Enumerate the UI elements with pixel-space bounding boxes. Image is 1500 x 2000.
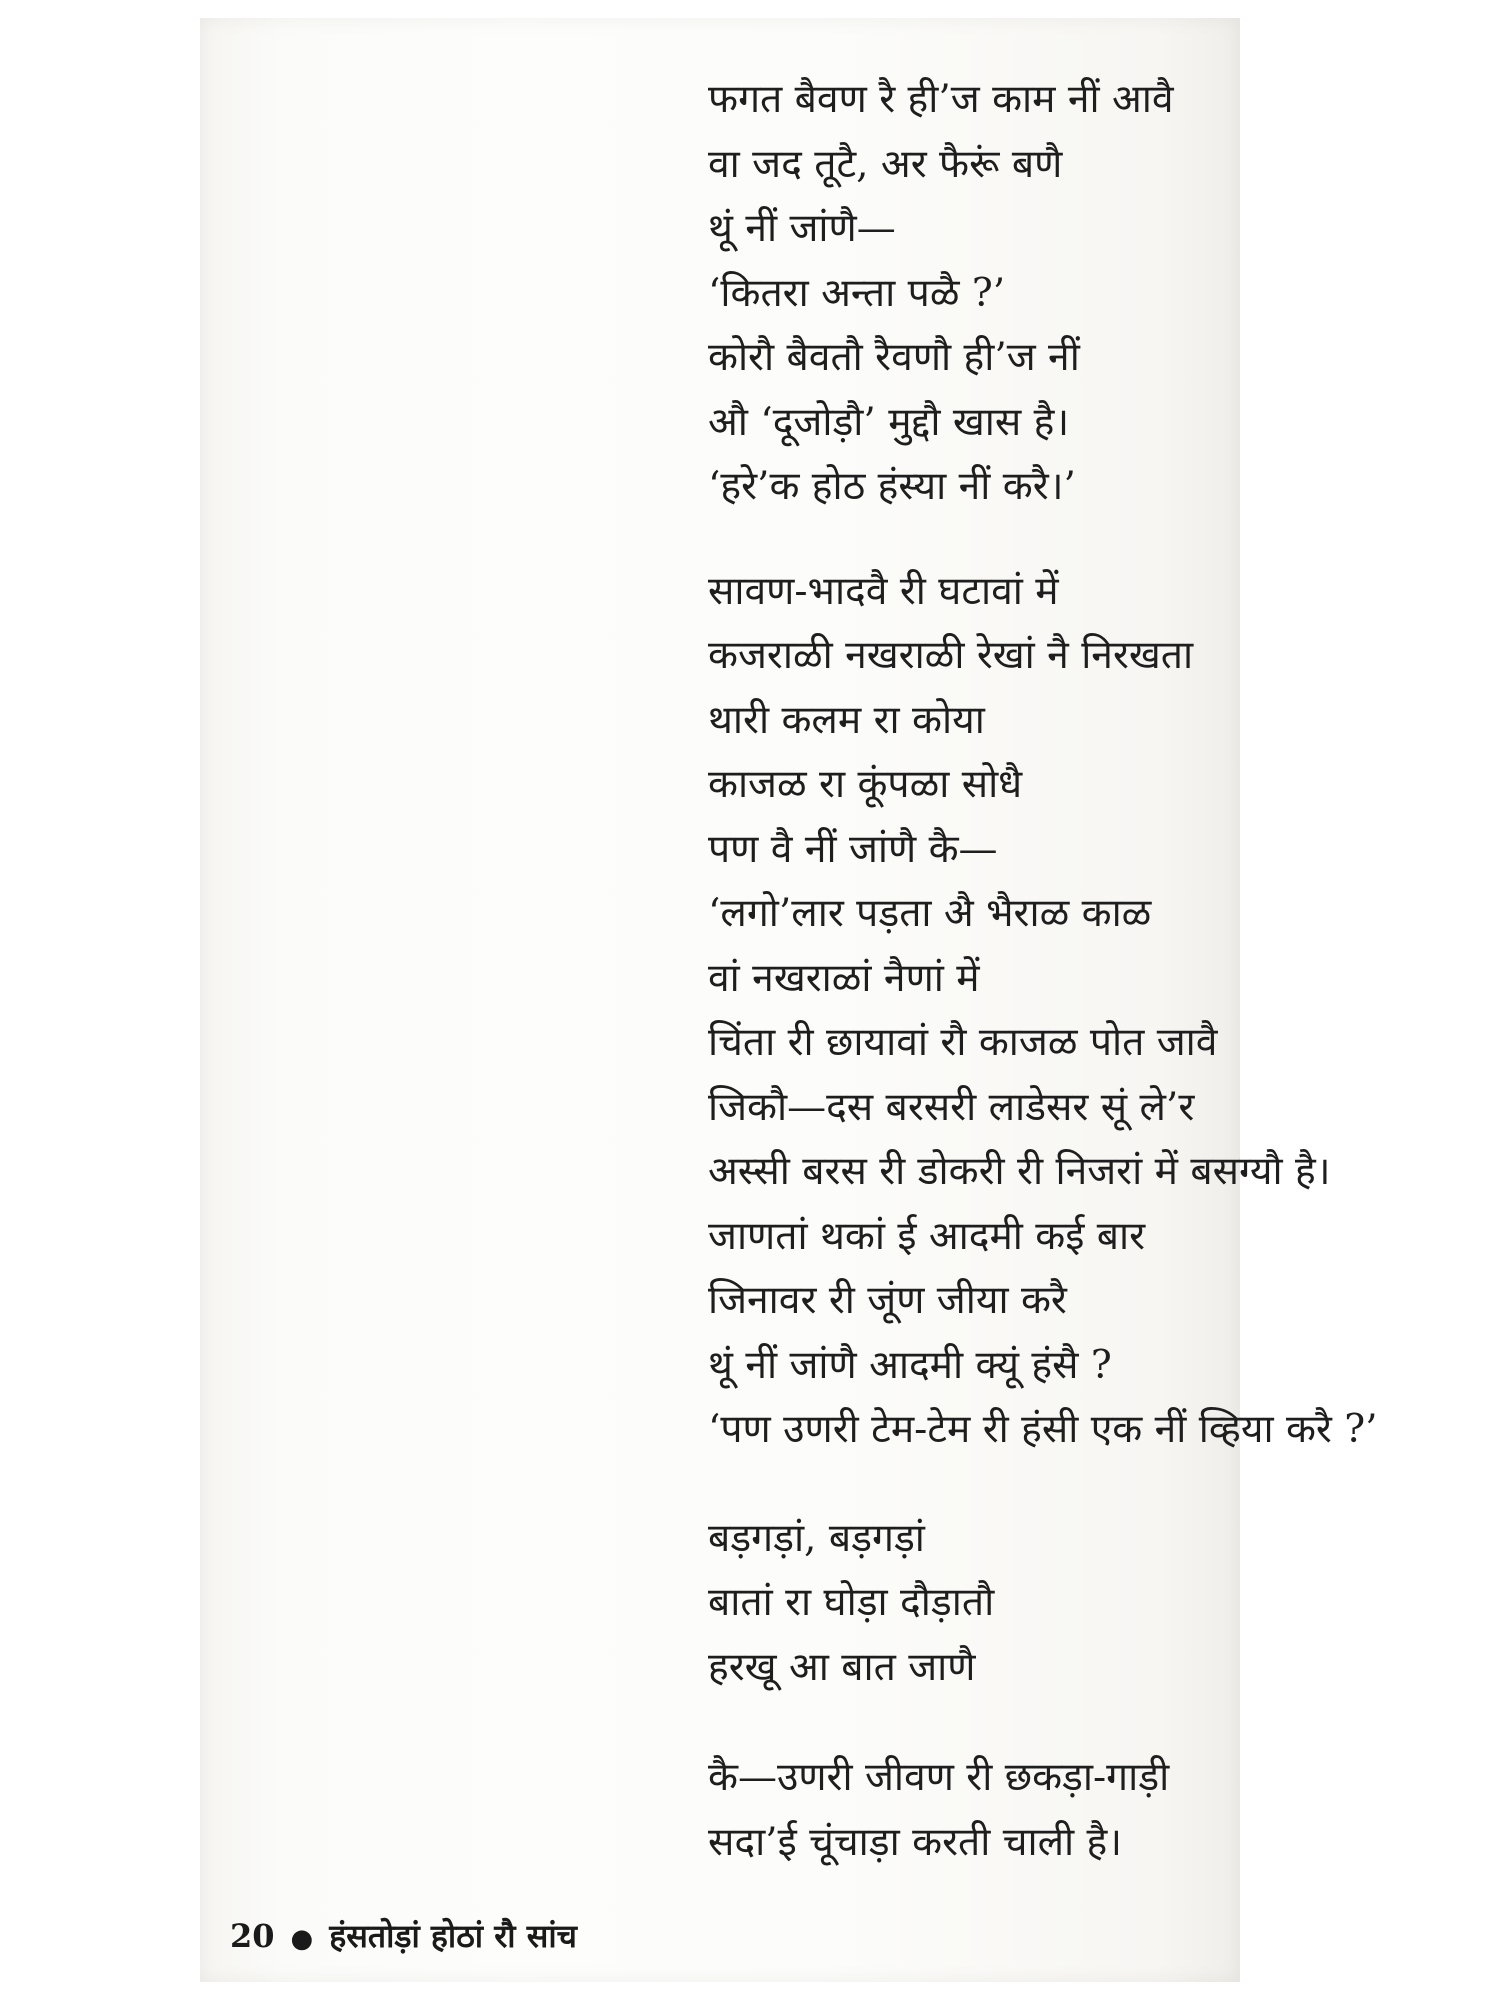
poem-line: हरखू आ बात जाणै (708, 1644, 976, 1690)
poem-line: काजळ रा कूंपळा सोधै (708, 762, 1023, 807)
poem-line: सदा’ई चूंचाड़ा करती चाली है। (708, 1819, 1123, 1865)
poem-line: कजराळी नखराळी रेखां नै निरखता (708, 633, 1194, 678)
stanza-2 (708, 560, 1428, 1463)
poem-line: बातां रा घोड़ा दौड़ातौ (708, 1580, 995, 1625)
poem-line: फगत बैवण रै ही’ज काम नीं आवै (708, 77, 1174, 122)
book-title: हंसतोड़ां होठां रौ सांच (329, 1917, 577, 1955)
poem-line: जिनावर री जूंण जीया करै (708, 1278, 1067, 1323)
book-page (200, 18, 1378, 1982)
poem-line: अस्सी बरस री डोकरी री निजरां में बसग्यौ है। (708, 1149, 1331, 1194)
stanza-4 (708, 1746, 1428, 1875)
poem-line: ‘पण उणरी टेम-टेम री हंसी एक नीं व्हिया करै ?’ (708, 1407, 1378, 1452)
poem-body (708, 68, 1428, 1875)
poem-line: सावण-भादवै री घटावां में (708, 568, 1059, 614)
poem-line: जिकौ—दस बरसरी लाडेसर सूं ले’र (708, 1084, 1195, 1130)
poem-line: वा जद तूटै, अर फैरूं बणै (708, 141, 1063, 187)
stanza-1 (708, 68, 1428, 520)
poem-line: ‘लगो’लार पड़ता अै भैराळ काळ (708, 891, 1152, 936)
poem-line: ‘कितरा अन्ता पळै ?’ (708, 270, 1006, 316)
poem-line: वां नखराळां नैणां में (708, 955, 980, 1001)
poem-line: कोरौ बैवतौ रैवणौ ही’ज नीं (708, 335, 1080, 380)
poem-line: पण वै नीं जांणै कै— (708, 826, 998, 872)
poem-line: कै—उणरी जीवण री छकड़ा-गाड़ी (708, 1755, 1170, 1800)
page-number: 20 (230, 1917, 275, 1955)
poem-line: ‘हरे’क होठ हंस्या नीं करै।’ (708, 464, 1076, 509)
poem-line: जाणतां थकां ई आदमी कई बार (708, 1213, 1146, 1259)
stanza-3 (708, 1507, 1428, 1701)
poem-line: थूं नीं जांणै— (708, 206, 896, 251)
poem-line: औ ‘दूजोड़ौ’ मुद्दौ खास है। (708, 399, 1070, 445)
page-footer (230, 1916, 577, 1959)
poem-line: थूं नीं जांणै आदमी क्यूं हंसै ? (708, 1342, 1112, 1388)
bullet-icon: ● (290, 1924, 314, 1954)
poem-line: बड़गड़ां, बड़गड़ां (708, 1515, 925, 1561)
poem-line: चिंता री छायावां रौ काजळ पोत जावै (708, 1020, 1218, 1065)
poem-line: थारी कलम रा कोया (708, 697, 985, 743)
